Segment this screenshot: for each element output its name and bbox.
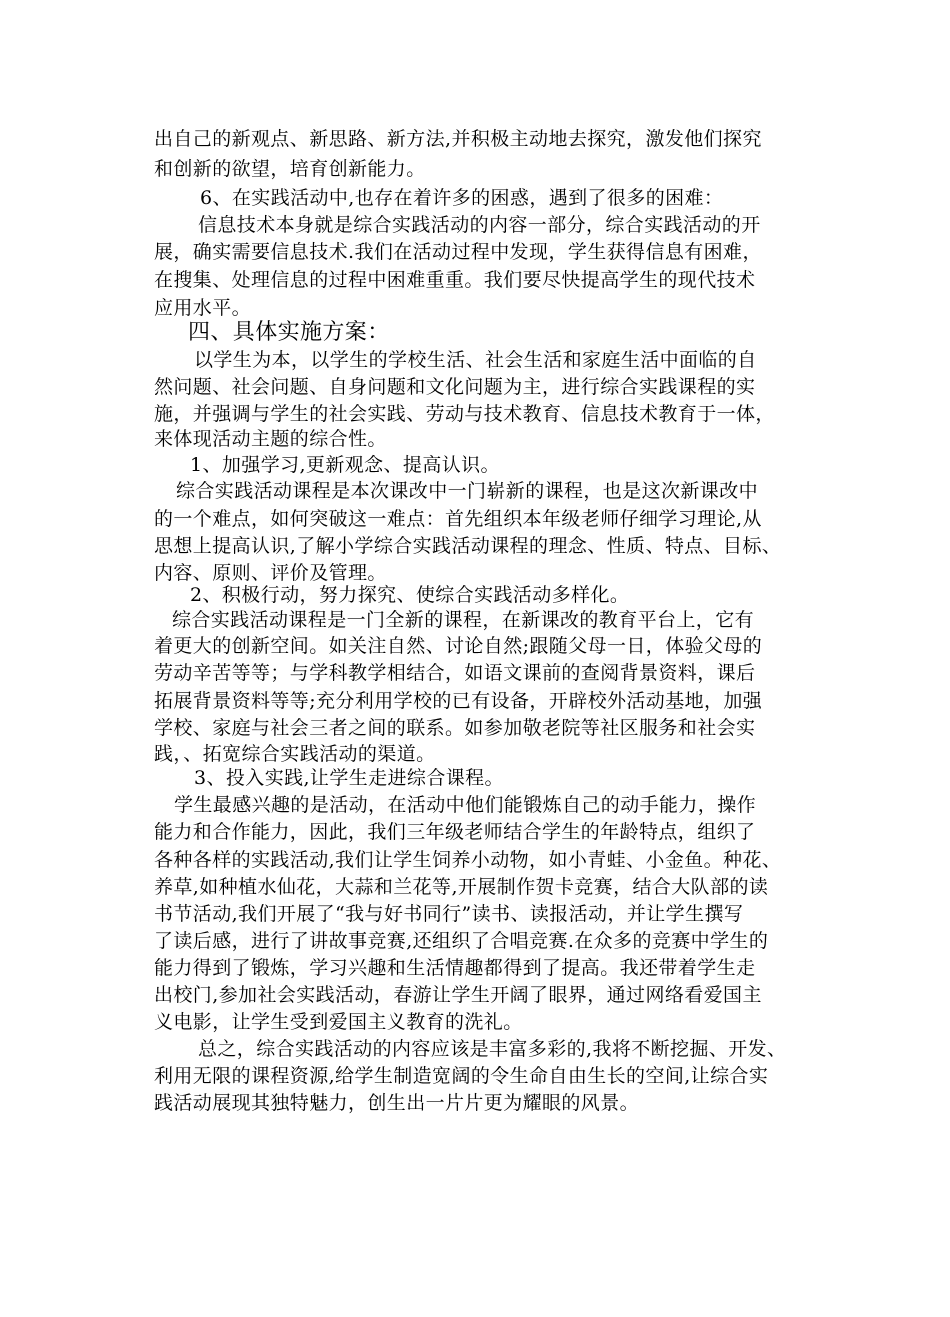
text-line: 3、投入实践,让学生走进综合课程。	[194, 767, 504, 789]
text-line: 劳动辛苦等等；与学科教学相结合，如语文课前的查阅背景资料，课后	[154, 662, 756, 684]
text-line: 应用水平。	[154, 297, 252, 319]
text-line: 出校门,参加社会实践活动，春游让学生开阔了眼界，通过网络看爱国主	[154, 984, 762, 1006]
text-line: 6、在实践活动中,也存在着许多的困惑，遇到了很多的困难：	[200, 187, 724, 209]
text-line: 1、加强学习,更新观念、提高认识。	[190, 454, 500, 476]
section-heading: 四、具体实施方案：	[188, 320, 390, 345]
text-line: 学校、家庭与社会三者之间的联系。如参加敬老院等社区服务和社会实	[154, 717, 756, 739]
text-line: 养草,如种植水仙花，大蒜和兰花等,开展制作贺卡竞赛，结合大队部的读	[154, 876, 769, 898]
text-line: 学生最感兴趣的是活动，在活动中他们能锻炼自己的动手能力，操作	[174, 794, 757, 816]
text-line: 出自己的新观点、新思路、新方法,并积极主动地去探究，激发他们探究	[154, 128, 762, 150]
text-line: 然问题、社会问题、自身问题和文化问题为主，进行综合实践课程的实	[154, 376, 756, 398]
text-line: 着更大的创新空间。如关注自然、讨论自然;跟随父母一日，体验父母的	[154, 635, 763, 657]
text-line: 展，确实需要信息技术.我们在活动过程中发现，学生获得信息有困难，	[154, 241, 762, 263]
text-line: 了读后感，进行了讲故事竞赛,还组织了合唱竞赛.在众多的竞赛中学生的	[154, 930, 769, 952]
text-line: 义电影，让学生受到爱国主义教育的洗礼。	[154, 1011, 523, 1033]
text-line: 拓展背景资料等等;充分利用学校的已有设备，开辟校外活动基地，加强	[154, 690, 763, 712]
text-line: 总之，综合实践活动的内容应该是丰富多彩的,我将不断挖掘、开发、	[198, 1038, 787, 1060]
text-line: 利用无限的课程资源,给学生制造宽阔的令生命自由生长的空间,让综合实	[154, 1065, 769, 1087]
text-line: 书节活动,我们开展了“我与好书同行”读书、读报活动，并让学生撰写	[154, 903, 744, 925]
text-line: 施，并强调与学生的社会实践、劳动与技术教育、信息技术教育于一体，	[154, 403, 775, 425]
text-line: 以学生为本，以学生的学校生活、社会生活和家庭生活中面临的自	[194, 349, 757, 371]
text-line: 的一个难点，如何突破这一难点：首先组织本年级老师仔细学习理论,从	[154, 508, 762, 530]
text-line: 能力得到了锻炼，学习兴趣和生活情趣都得到了提高。我还带着学生走	[154, 957, 756, 979]
text-line: 综合实践活动课程是本次课改中一门崭新的课程，也是这次新课改中	[176, 480, 759, 502]
text-line: 践活动展现其独特魅力，创生出一片片更为耀眼的风景。	[154, 1092, 640, 1114]
text-line: 各种各样的实践活动,我们让学生饲养小动物，如小青蛙、小金鱼。种花、	[154, 849, 782, 871]
text-line: 综合实践活动课程是一门全新的课程，在新课改的教育平台上，它有	[172, 609, 755, 631]
text-line: 来体现活动主题的综合性。	[154, 428, 387, 450]
text-line: 践，、拓宽综合实践活动的渠道。	[154, 743, 436, 765]
text-line: 和创新的欲望，培育创新能力。	[154, 158, 426, 180]
text-line: 能力和合作能力，因此，我们三年级老师结合学生的年龄特点，组织了	[154, 821, 756, 843]
text-line: 在搜集、处理信息的过程中困难重重。我们要尽快提高学生的现代技术	[154, 269, 756, 291]
text-line: 内容、原则、评价及管理。	[154, 562, 387, 584]
text-line: 2、积极行动，努力探究、使综合实践活动多样化。	[190, 584, 630, 606]
text-line: 信息技术本身就是综合实践活动的内容一部分，综合实践活动的开	[198, 214, 761, 236]
text-line: 思想上提高认识,了解小学综合实践活动课程的理念、性质、特点、目标、	[154, 535, 782, 557]
